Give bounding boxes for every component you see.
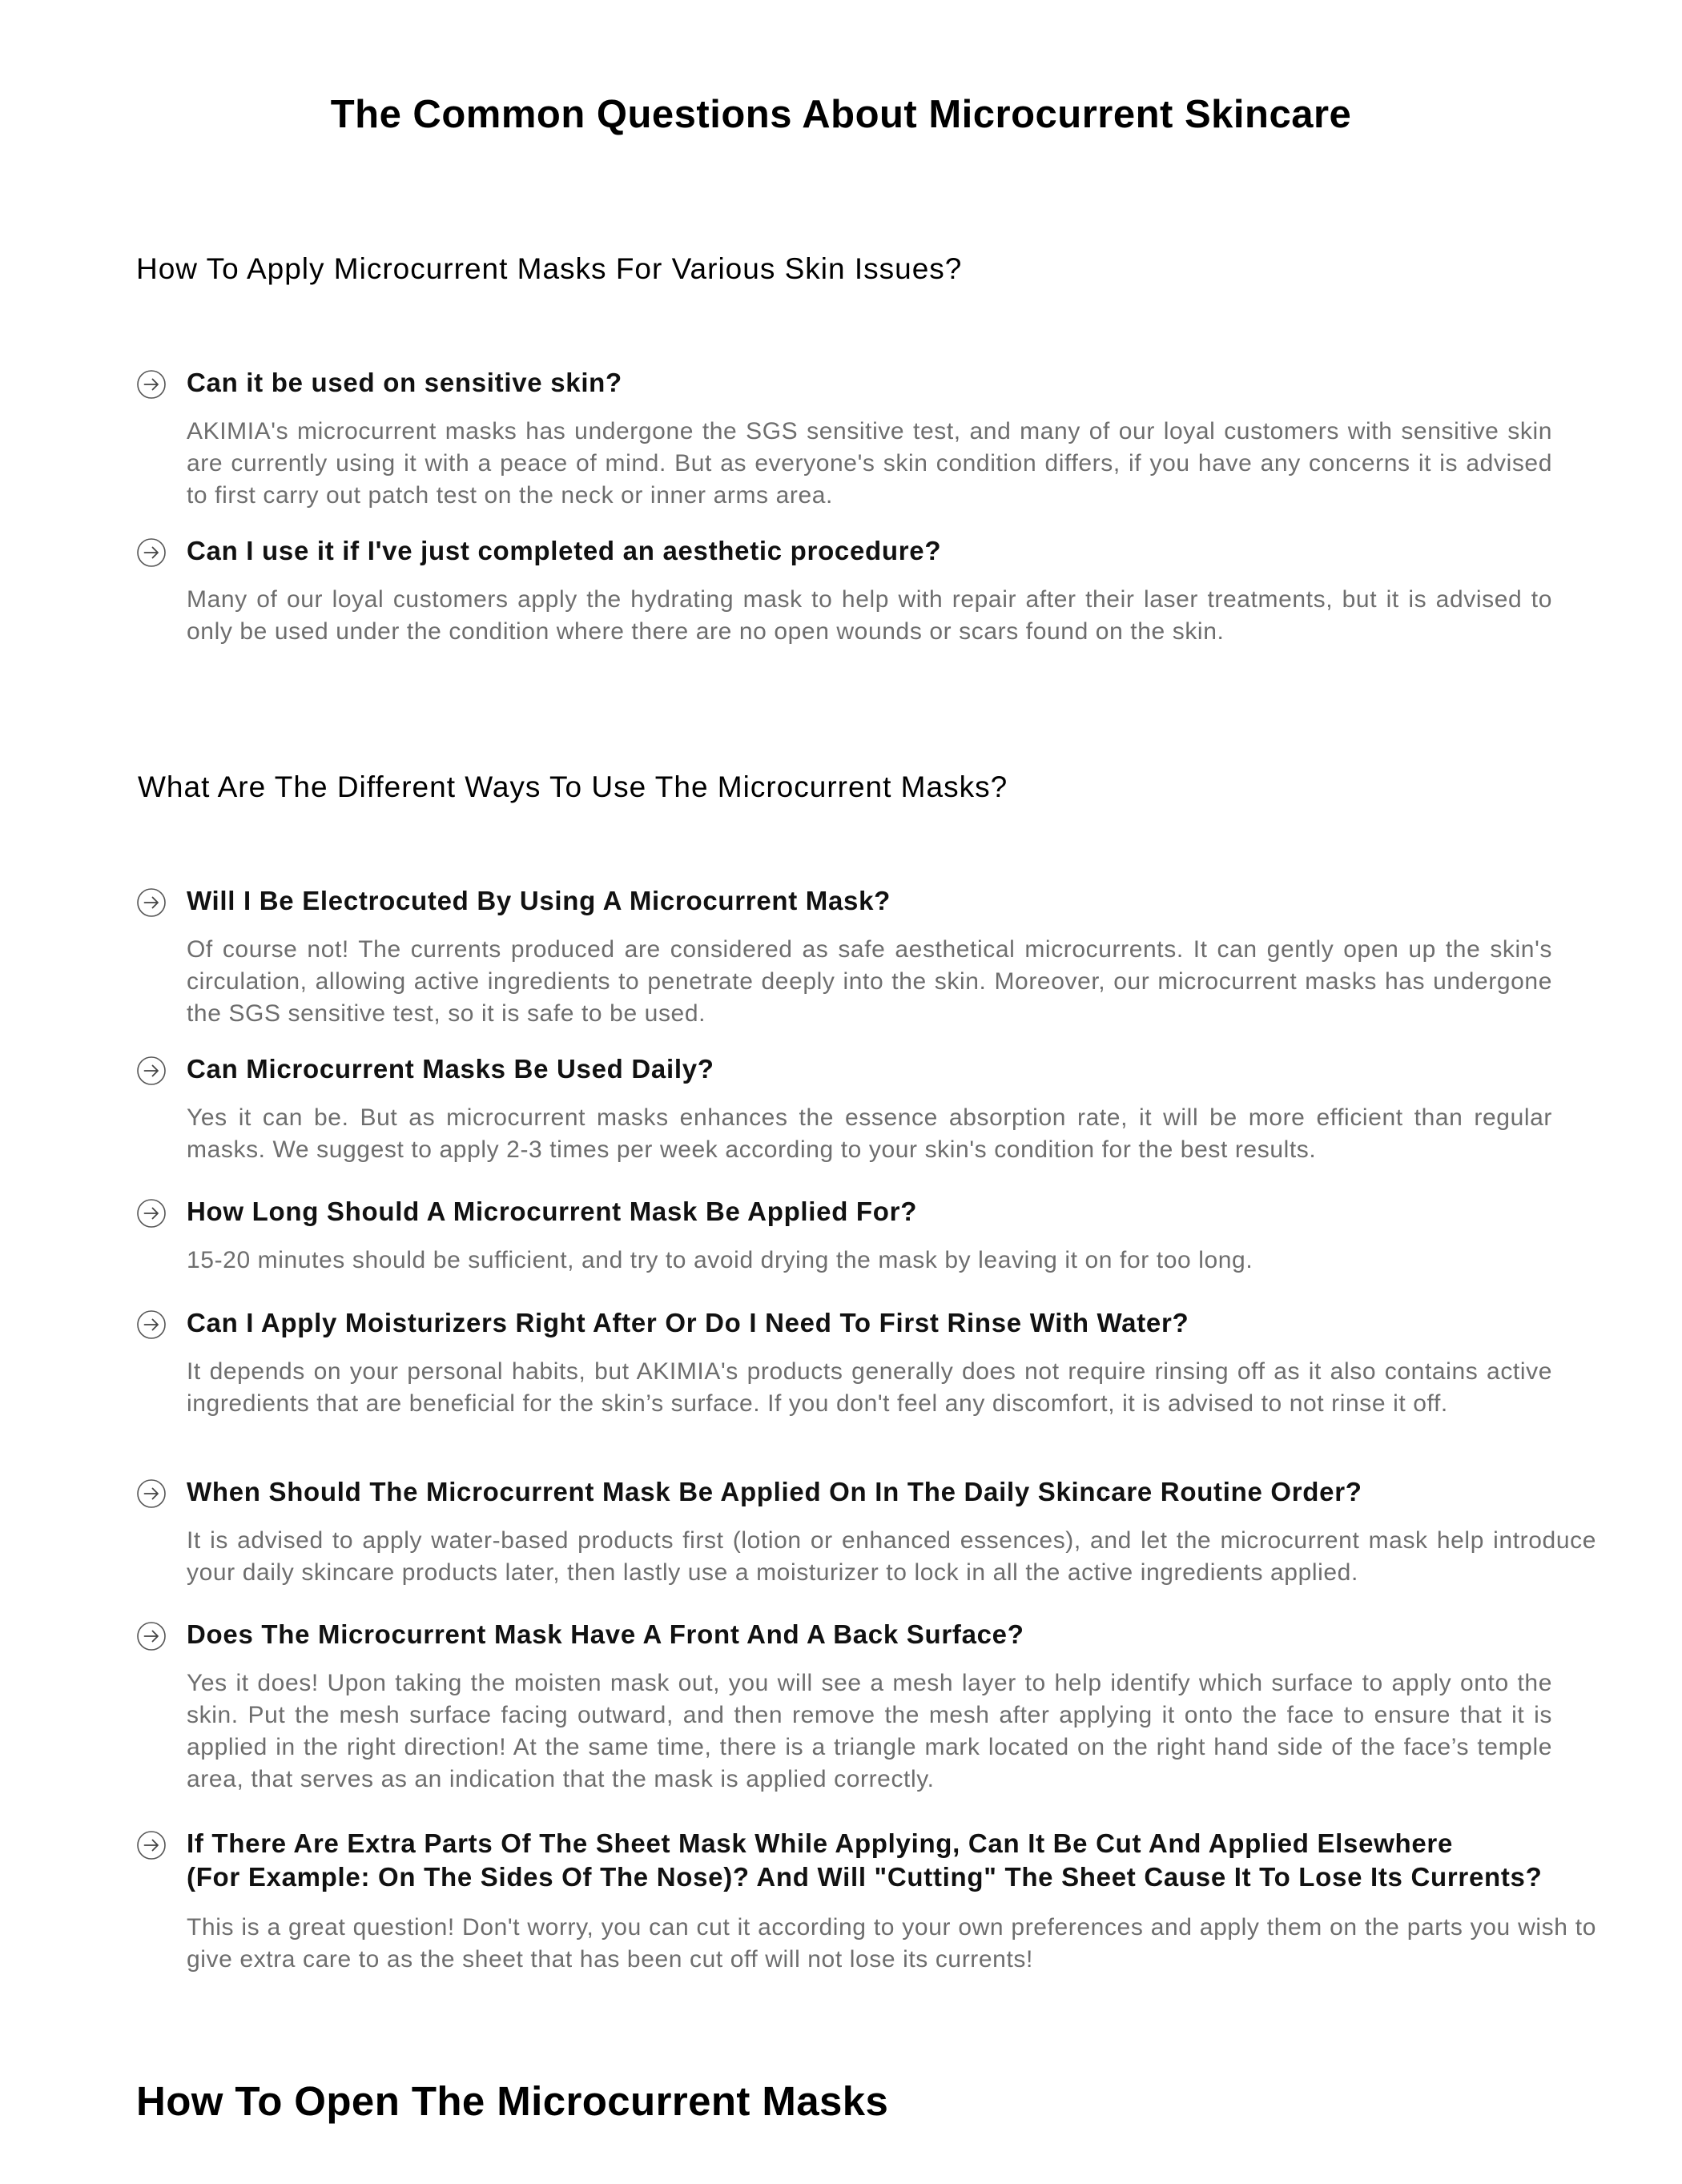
faq-answer: Many of our loyal customers apply the hydrating mask to help with repair after their laser treatments, but it is advised to only be used under the condition where there are no open wounds or scars found on the skin. <box>187 586 1552 645</box>
faq-question: How Long Should A Microcurrent Mask Be Applied For? <box>187 1197 918 1226</box>
faq-answer: Of course not! The currents produced are considered as safe aesthetical microcurrents. It can gently open up the skin's circulation, allowing active ingredients to penetrate deeply into the skin. Moreover, our microcurrent masks has undergone the SGS sensitive test, so it is safe to be used. <box>187 936 1552 1027</box>
faq-question-row <box>136 884 1586 919</box>
faq-question-row <box>136 366 1586 401</box>
open-masks-heading: How To Open The Microcurrent Masks <box>136 2078 889 2124</box>
faq-question-row <box>136 1195 1586 1230</box>
faq-answer: This is a great question! Don't worry, you can cut it according to your own preferences and apply them on the parts you wish to give extra care to as the sheet that has been cut off will not lose its currents! <box>187 1914 1596 1973</box>
faq-item <box>136 1052 1586 1166</box>
faq-answer: It is advised to apply water-based products first (lotion or enhanced essences), and let the microcurrent mask help introduce your daily skincare products later, then lastly use a moisturizer to lock in all the active ingredients applied. <box>187 1527 1596 1586</box>
section-title-skin-issues: How To Apply Microcurrent Masks For Various Skin Issues? <box>136 252 963 285</box>
faq-item <box>136 1475 1596 1589</box>
faq-question-row <box>136 1052 1586 1088</box>
circled-right-arrow-icon <box>136 1830 167 1860</box>
faq-item <box>136 1827 1596 1976</box>
circled-right-arrow-icon <box>136 537 167 568</box>
circled-right-arrow-icon <box>136 1309 167 1340</box>
faq-answer: It depends on your personal habits, but AKIMIA's products generally does not require rinsing off as it also contains active ingredients that are beneficial for the skin’s surface. If you don't feel any discomfort, it is advised to not rinse it off. <box>187 1358 1552 1417</box>
circled-right-arrow-icon <box>136 1621 167 1651</box>
faq-question <box>187 1827 1596 1894</box>
circled-right-arrow-icon <box>136 887 167 918</box>
faq-question-row <box>136 534 1586 569</box>
page-title: The Common Questions About Microcurrent Skincare <box>330 93 1352 136</box>
faq-item <box>136 534 1586 648</box>
faq-question-row <box>136 1618 1586 1653</box>
faq-answer: Yes it can be. But as microcurrent masks enhances the essence absorption rate, it will be more efficient than regular masks. We suggest to apply 2-3 times per week according to your skin's condition for the best results. <box>187 1104 1552 1163</box>
circled-right-arrow-icon <box>136 1198 167 1229</box>
faq-answer: Yes it does! Upon taking the moisten mask out, you will see a mesh layer to help identify which surface to apply onto the skin. Put the mesh surface facing outward, and then remove the mesh after applying it onto the face to ensure that it is applied in the right direction! At the same time, there is a triangle mark located on the right hand side of the face’s temple area, that serves as an indication that the mask is applied correctly. <box>187 1670 1552 1792</box>
faq-question: Can Microcurrent Masks Be Used Daily? <box>187 1054 714 1084</box>
circled-right-arrow-icon <box>136 369 167 400</box>
faq-question-line-1: If There Are Extra Parts Of The Sheet Mask While Applying, Can It Be Cut And Applied Elsewhere <box>187 1828 1454 1858</box>
faq-answer: AKIMIA's microcurrent masks has undergone the SGS sensitive test, and many of our loyal customers with sensitive skin are currently using it with a peace of mind. But as everyone's skin condition differs, if you have any concerns it is advised to first carry out patch test on the neck or inner arms area. <box>187 418 1552 509</box>
faq-item <box>136 1618 1586 1796</box>
faq-item <box>136 1195 1586 1277</box>
faq-question-row <box>136 1827 1586 1897</box>
faq-question: Can I use it if I've just completed an aesthetic procedure? <box>187 536 942 565</box>
section-title-ways-to-use: What Are The Different Ways To Use The Microcurrent Masks? <box>138 770 1008 803</box>
circled-right-arrow-icon <box>136 1478 167 1509</box>
faq-answer: 15-20 minutes should be sufficient, and try to avoid drying the mask by leaving it on for too long. <box>187 1247 1253 1273</box>
faq-question-row <box>136 1306 1586 1341</box>
faq-question-line-2: (For Example: On The Sides Of The Nose)? And Will "Cutting" The Sheet Cause It To Lose Its Currents? <box>187 1862 1543 1892</box>
circled-right-arrow-icon <box>136 1056 167 1086</box>
faq-question: Will I Be Electrocuted By Using A Microcurrent Mask? <box>187 886 891 915</box>
faq-question: Does The Microcurrent Mask Have A Front And A Back Surface? <box>187 1619 1024 1649</box>
faq-question: Can I Apply Moisturizers Right After Or Do I Need To First Rinse With Water? <box>187 1308 1189 1337</box>
faq-question: When Should The Microcurrent Mask Be Applied On In The Daily Skincare Routine Order? <box>187 1477 1362 1506</box>
faq-question-row <box>136 1475 1586 1510</box>
faq-question: Can it be used on sensitive skin? <box>187 368 622 397</box>
faq-item <box>136 366 1586 512</box>
faq-item <box>136 1306 1586 1420</box>
faq-item <box>136 884 1586 1030</box>
